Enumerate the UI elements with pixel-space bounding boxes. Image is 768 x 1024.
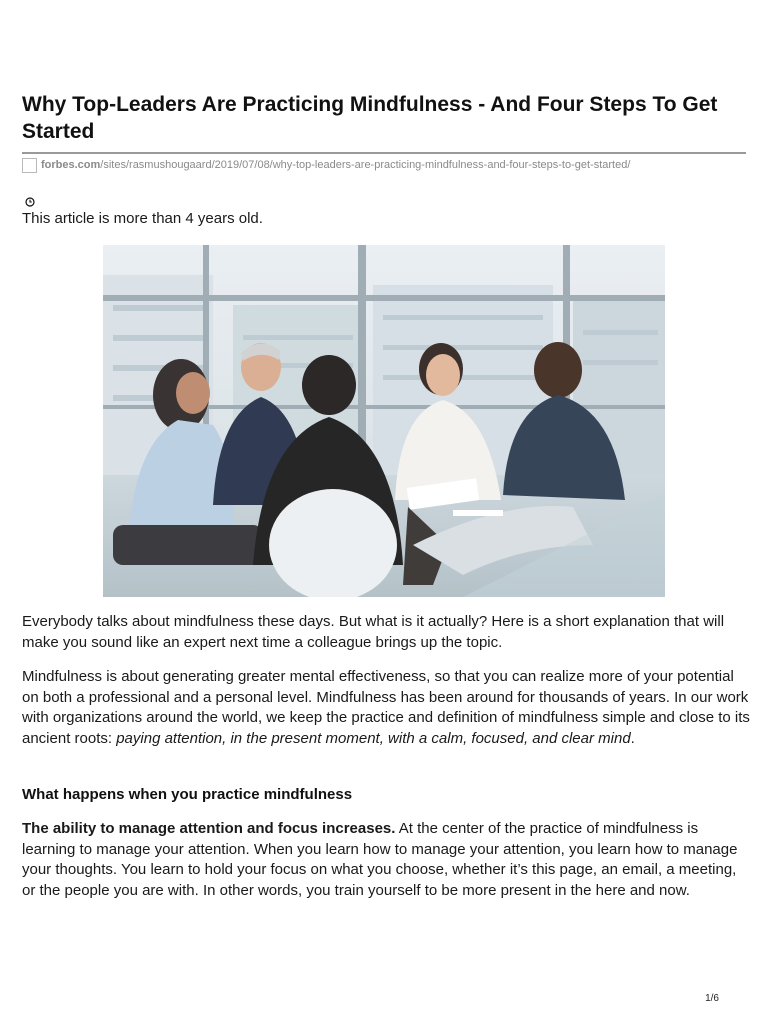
- article-title: Why Top-Leaders Are Practicing Mindfulness - And Four Steps To Get Started: [22, 93, 718, 143]
- favicon-icon: [22, 158, 37, 173]
- source-url[interactable]: [22, 157, 630, 173]
- paragraph-definition-end: .: [630, 729, 635, 747]
- paragraph-definition-lead: Mindfulness is about generating greater mental effectiveness, so that you can realize more of your potential on both a professional and a personal level. Mindfulness has been around for thousands of years. In our work with organizations around the world, we keep the practice and definition of mindfulness simple and close to its ancient roots:: [22, 668, 750, 747]
- section-heading: What happens when you practice mindfulness: [22, 786, 353, 803]
- meeting-photo: [103, 245, 665, 597]
- paragraph-attention: [22, 819, 750, 901]
- paragraph-definition-italic: paying attention, in the present moment, with a calm, focused, and clear mind: [116, 729, 631, 747]
- title-divider: [22, 152, 746, 154]
- paragraph-attention-bold: The ability to manage attention and focus increases.: [22, 820, 396, 837]
- article-age-notice: This article is more than 4 years old.: [22, 210, 263, 227]
- clock-icon: [25, 197, 35, 207]
- source-path: /sites/rasmushougaard/2019/07/08/why-top-leaders-are-practicing-mindfulness-and-four-steps-to-get-started/: [100, 159, 631, 171]
- source-domain: forbes.com: [41, 159, 101, 171]
- page-indicator: 1/6: [705, 993, 719, 1004]
- paragraph-attention-rest: At the center of the practice of mindfulness is learning to manage your attention. When you learn how to manage your attention, you learn how to manage your thoughts. You learn to hold your focus on what you choose, whether it’s this page, an email, a meeting, or the people you are with. In other words, you train yourself to be more present in the here and now.: [22, 820, 738, 899]
- paragraph-intro: Everybody talks about mindfulness these days. But what is it actually? Here is a short explanation that will make you sound like an expert next time a colleague brings up the topic.: [22, 613, 725, 651]
- paragraph-definition: [22, 667, 750, 749]
